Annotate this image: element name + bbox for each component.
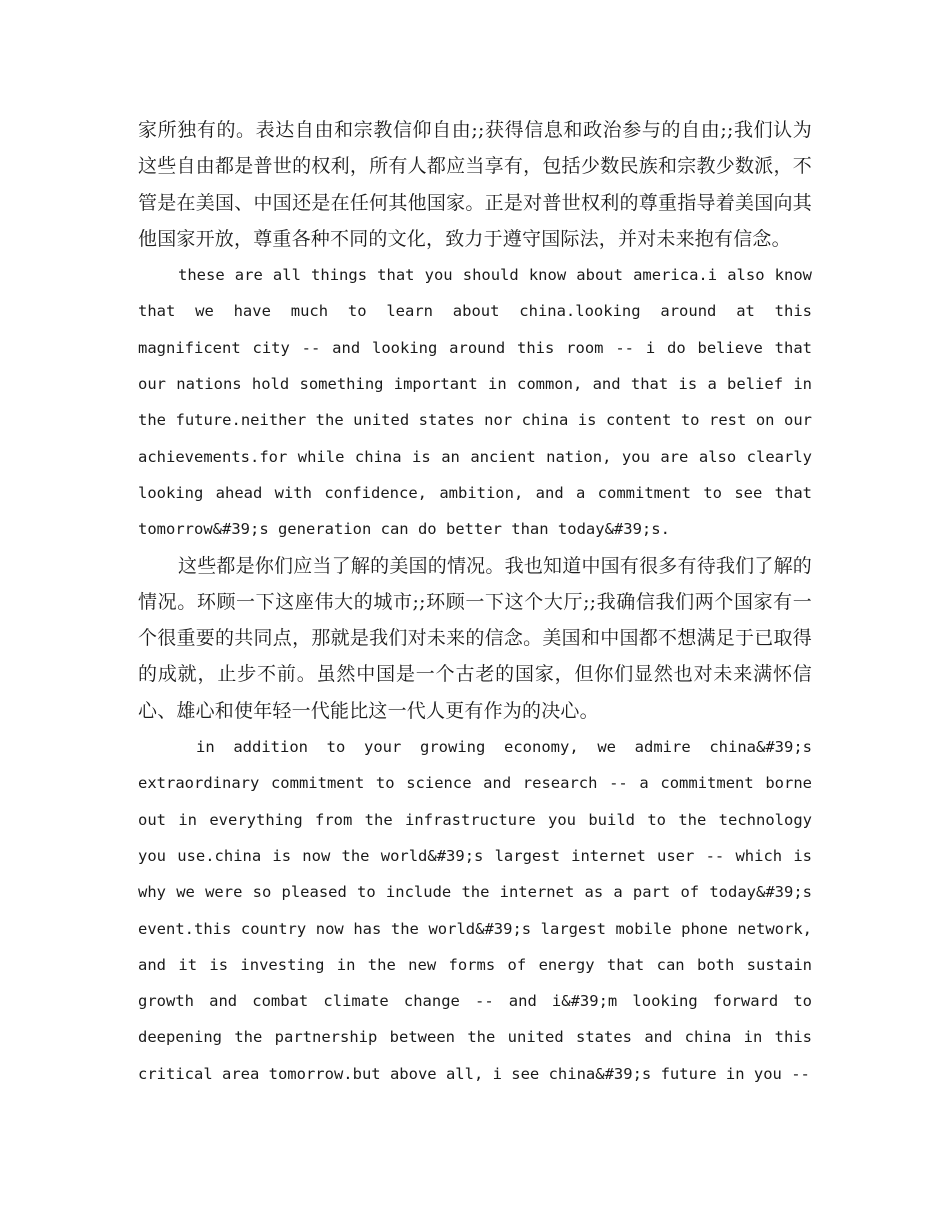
paragraph-zh-2: 这些都是你们应当了解的美国的情况。我也知道中国有很多有待我们了解的情况。环顾一下这座伟大的城市;;环顾一下这个大厅;;我确信我们两个国家有一个很重要的共同点，那就是我们对未来的信念。美国和中国都不想满足于已取得的成就，止步不前。虽然中国是一个古老的国家，但你们显然也对未来满怀信心、雄心和使年轻一代能比这一代人更有作为的决心。 bbox=[138, 554, 812, 722]
document-body bbox=[138, 112, 812, 1092]
paragraph-en-2: in addition to your growing economy, we admire china&#39;s extraordinary commitment to science and research -- a commitment borne out in everything from the infrastructure you build to the technology you use.china is now the world&#39;s largest internet user -- which is why we were so pleased to include the internet as a part of today&#39;s event.this country now has the world&#39;s largest mobile phone network, and it is investing in the new forms of energy that can both sustain growth and combat climate change -- and i&#39;m looking forward to deepening the partnership between the united states and china in this critical area tomorrow.but above all, i see china&#39;s future in you -- bbox=[138, 738, 812, 1083]
paragraph-zh-1: 家所独有的。表达自由和宗教信仰自由;;获得信息和政治参与的自由;;我们认为这些自由都是普世的权利，所有人都应当享有，包括少数民族和宗教少数派，不管是在美国、中国还是在任何其他国家。正是对普世权利的尊重指导着美国向其他国家开放，尊重各种不同的文化，致力于遵守国际法，并对未来抱有信念。 bbox=[138, 119, 812, 250]
paragraph-en-1: these are all things that you should know about america.i also know that we have much to learn about china.looking around at this magnificent city -- and looking around this room -- i do believe that our nations hold something important in common, and that is a belief in the future.neither the united states nor china is content to rest on our achievements.for while china is an ancient nation, you are also clearly looking ahead with confidence, ambition, and a commitment to see that tomorrow&#39;s generation can do better than today&#39;s. bbox=[138, 266, 812, 539]
